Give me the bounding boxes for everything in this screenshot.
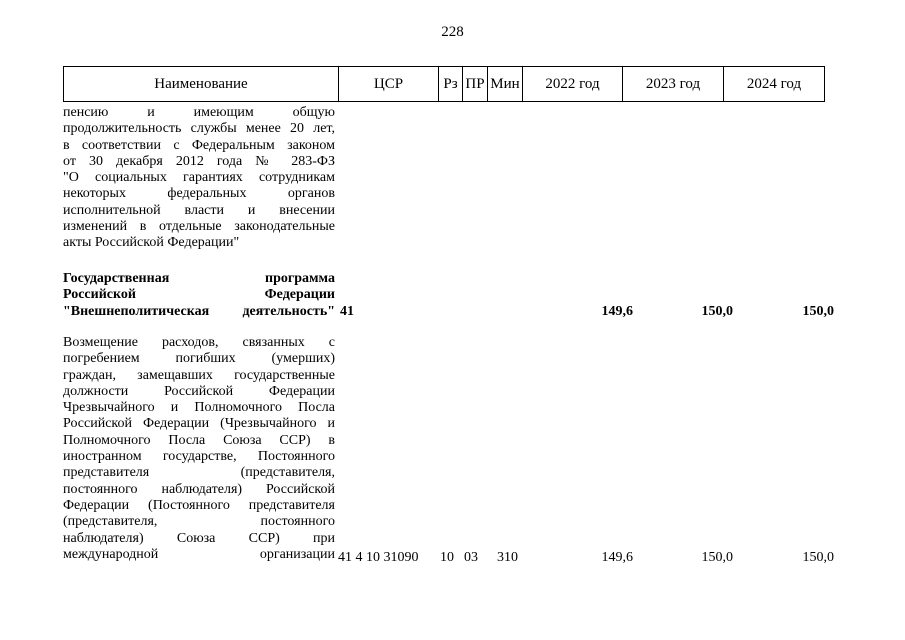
name-line: некоторых федеральных органов [63,186,335,202]
name-line: иностранном государстве, Постоянного [63,449,335,465]
name-line: наблюдателя) Союза ССР) при [63,530,335,546]
row-1-2023: 150,0 [701,304,733,319]
name-line: Полномочного Посла Союза ССР) в [63,432,335,448]
row-2-2022: 149,6 [601,550,633,565]
name-line: в соответствии с Федеральным законом [63,137,335,153]
name-line: Чрезвычайного и Полномочного Посла [63,400,335,416]
name-line: граждан, замещавших государственные [63,367,335,383]
header-name: Наименование [64,67,339,102]
name-line: Российской Федерации [63,287,335,303]
name-line: Федерации (Постоянного представителя [63,497,335,513]
name-line: погребением погибших (умерших) [63,351,335,367]
row-2-csr: 41 4 10 31090 [338,550,419,565]
name-line: "О социальных гарантиях сотрудникам [63,170,335,186]
name-line: исполнительной власти и внесении [63,202,335,218]
header-2024: 2024 год [724,67,825,102]
name-line: представителя (представителя, [63,465,335,481]
name-line: международной организации [63,546,335,562]
name-line: Государственная программа [63,271,335,286]
row-0-name [63,105,335,252]
name-line: изменений в отдельные законодательные [63,219,335,235]
name-line: акты Российской Федерации" [63,235,240,251]
page-number: 228 [441,24,464,40]
row-1-name [63,271,335,320]
row-2-min: 310 [497,550,518,565]
header-2023: 2023 год [623,67,724,102]
table-header [63,66,825,102]
name-line: постоянного наблюдателя) Российской [63,481,335,497]
name-line: Российской Федерации (Чрезвычайного и [63,416,335,432]
row-2-pr: 03 [464,550,478,565]
header-2022: 2022 год [523,67,623,102]
name-line: должности Российской Федерации [63,383,335,399]
name-line: продолжительность службы менее 20 лет, [63,121,335,137]
header-min: Мин [488,67,523,102]
header-pr: ПР [463,67,488,102]
row-2-2023: 150,0 [701,550,733,565]
name-line: от 30 декабря 2012 года № 283-ФЗ [63,153,335,169]
row-1-2022: 149,6 [601,304,633,319]
row-2-2024: 150,0 [802,550,834,565]
name-line: (представителя, постоянного [63,514,335,530]
header-rz: Рз [439,67,463,102]
row-2-rz: 10 [440,550,454,565]
row-1-csr: 41 [340,304,354,319]
row-1-2024: 150,0 [802,304,834,319]
name-line: пенсию и имеющим общую [63,105,335,120]
name-line: "Внешнеполитическая деятельность" [63,303,335,319]
name-line: Возмещение расходов, связанных с [63,335,335,350]
row-2-name [63,335,335,563]
header-csr: ЦСР [339,67,439,102]
